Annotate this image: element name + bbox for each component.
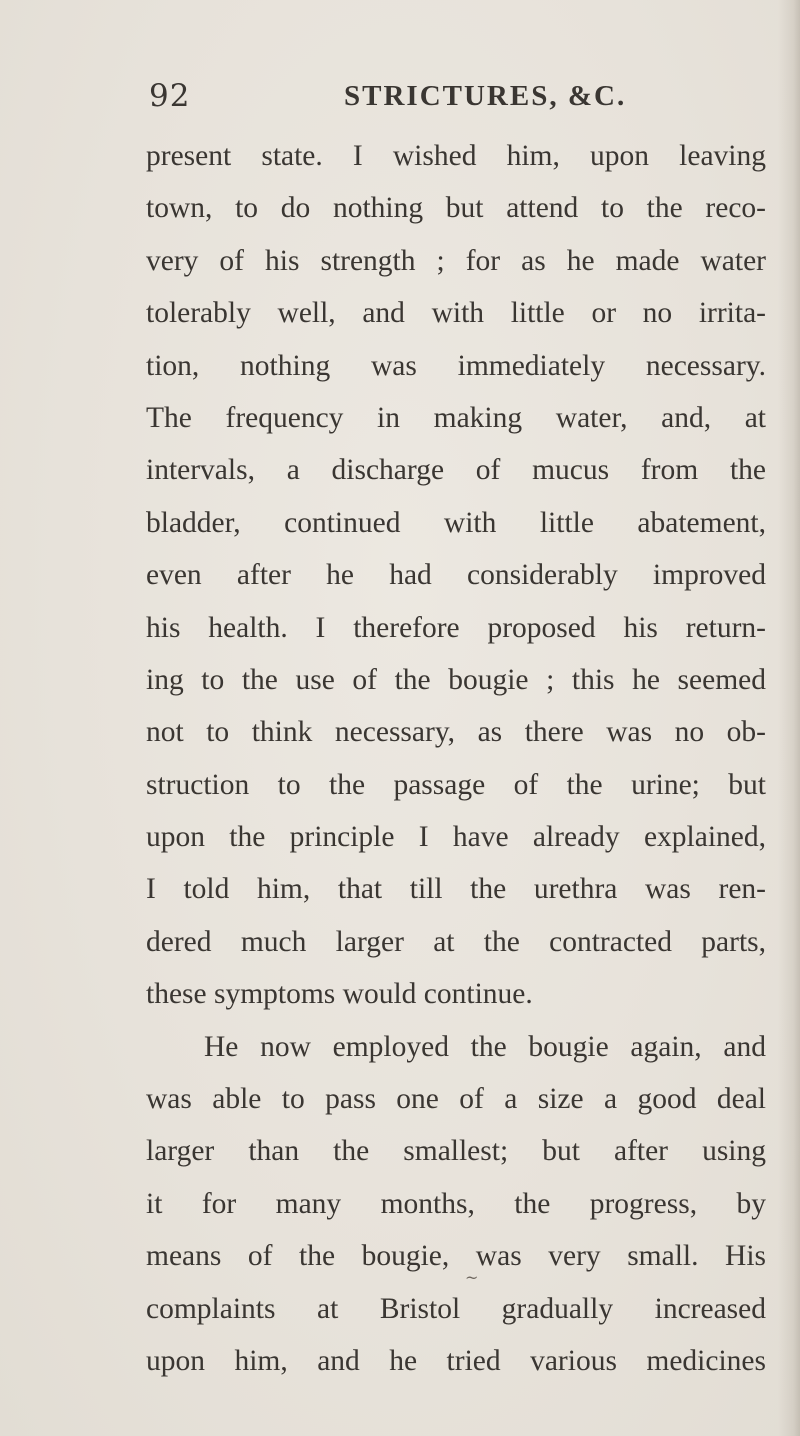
- text-line: The frequency in making water, and, at: [146, 401, 766, 434]
- text-line: present state. I wished him, upon leaving: [146, 140, 766, 172]
- paragraph-last-line: these symptoms would continue.: [146, 978, 533, 1011]
- text-line: bladder, continued with little abatement,: [146, 506, 766, 539]
- text-line: struction to the passage of the urine; but: [146, 768, 766, 801]
- text-line: even after he had considerably improved: [146, 559, 766, 592]
- text-line: tolerably well, and with little or no irrita-: [146, 297, 766, 330]
- text-line: it for many months, the progress, by: [146, 1187, 766, 1220]
- text-line: was able to pass one of a size a good deal: [146, 1083, 766, 1116]
- text-line: larger than the smallest; but after using: [146, 1135, 766, 1168]
- footer-mark: ~: [465, 1268, 479, 1287]
- text-line: upon the principle I have already explained,: [146, 821, 766, 854]
- running-title: STRICTURES, &C.: [344, 80, 627, 112]
- text-line: dered much larger at the contracted parts,: [146, 925, 766, 958]
- text-line: his health. I therefore proposed his return-: [146, 611, 766, 644]
- text-line: town, to do nothing but attend to the reco-: [146, 192, 766, 225]
- text-line: not to think necessary, as there was no ob-: [146, 716, 766, 749]
- text-line: ing to the use of the bougie ; this he seemed: [146, 663, 766, 696]
- paragraph-first-line: He now employed the bougie again, and: [204, 1030, 766, 1063]
- page-header: [149, 78, 769, 118]
- text-line: complaints at Bristol gradually increased: [146, 1292, 766, 1325]
- text-line: I told him, that till the urethra was ren-: [146, 873, 766, 906]
- page-number: 92: [149, 78, 191, 114]
- text-line: tion, nothing was immediately necessary.: [146, 349, 766, 382]
- body-text: [146, 130, 766, 1387]
- text-line: very of his strength ; for as he made water: [146, 244, 766, 277]
- text-line: upon him, and he tried various medicines: [146, 1344, 766, 1377]
- text-line: means of the bougie, was very small. His: [146, 1240, 766, 1273]
- text-line: intervals, a discharge of mucus from the: [146, 454, 766, 487]
- page-edge-shadow: [778, 0, 800, 1436]
